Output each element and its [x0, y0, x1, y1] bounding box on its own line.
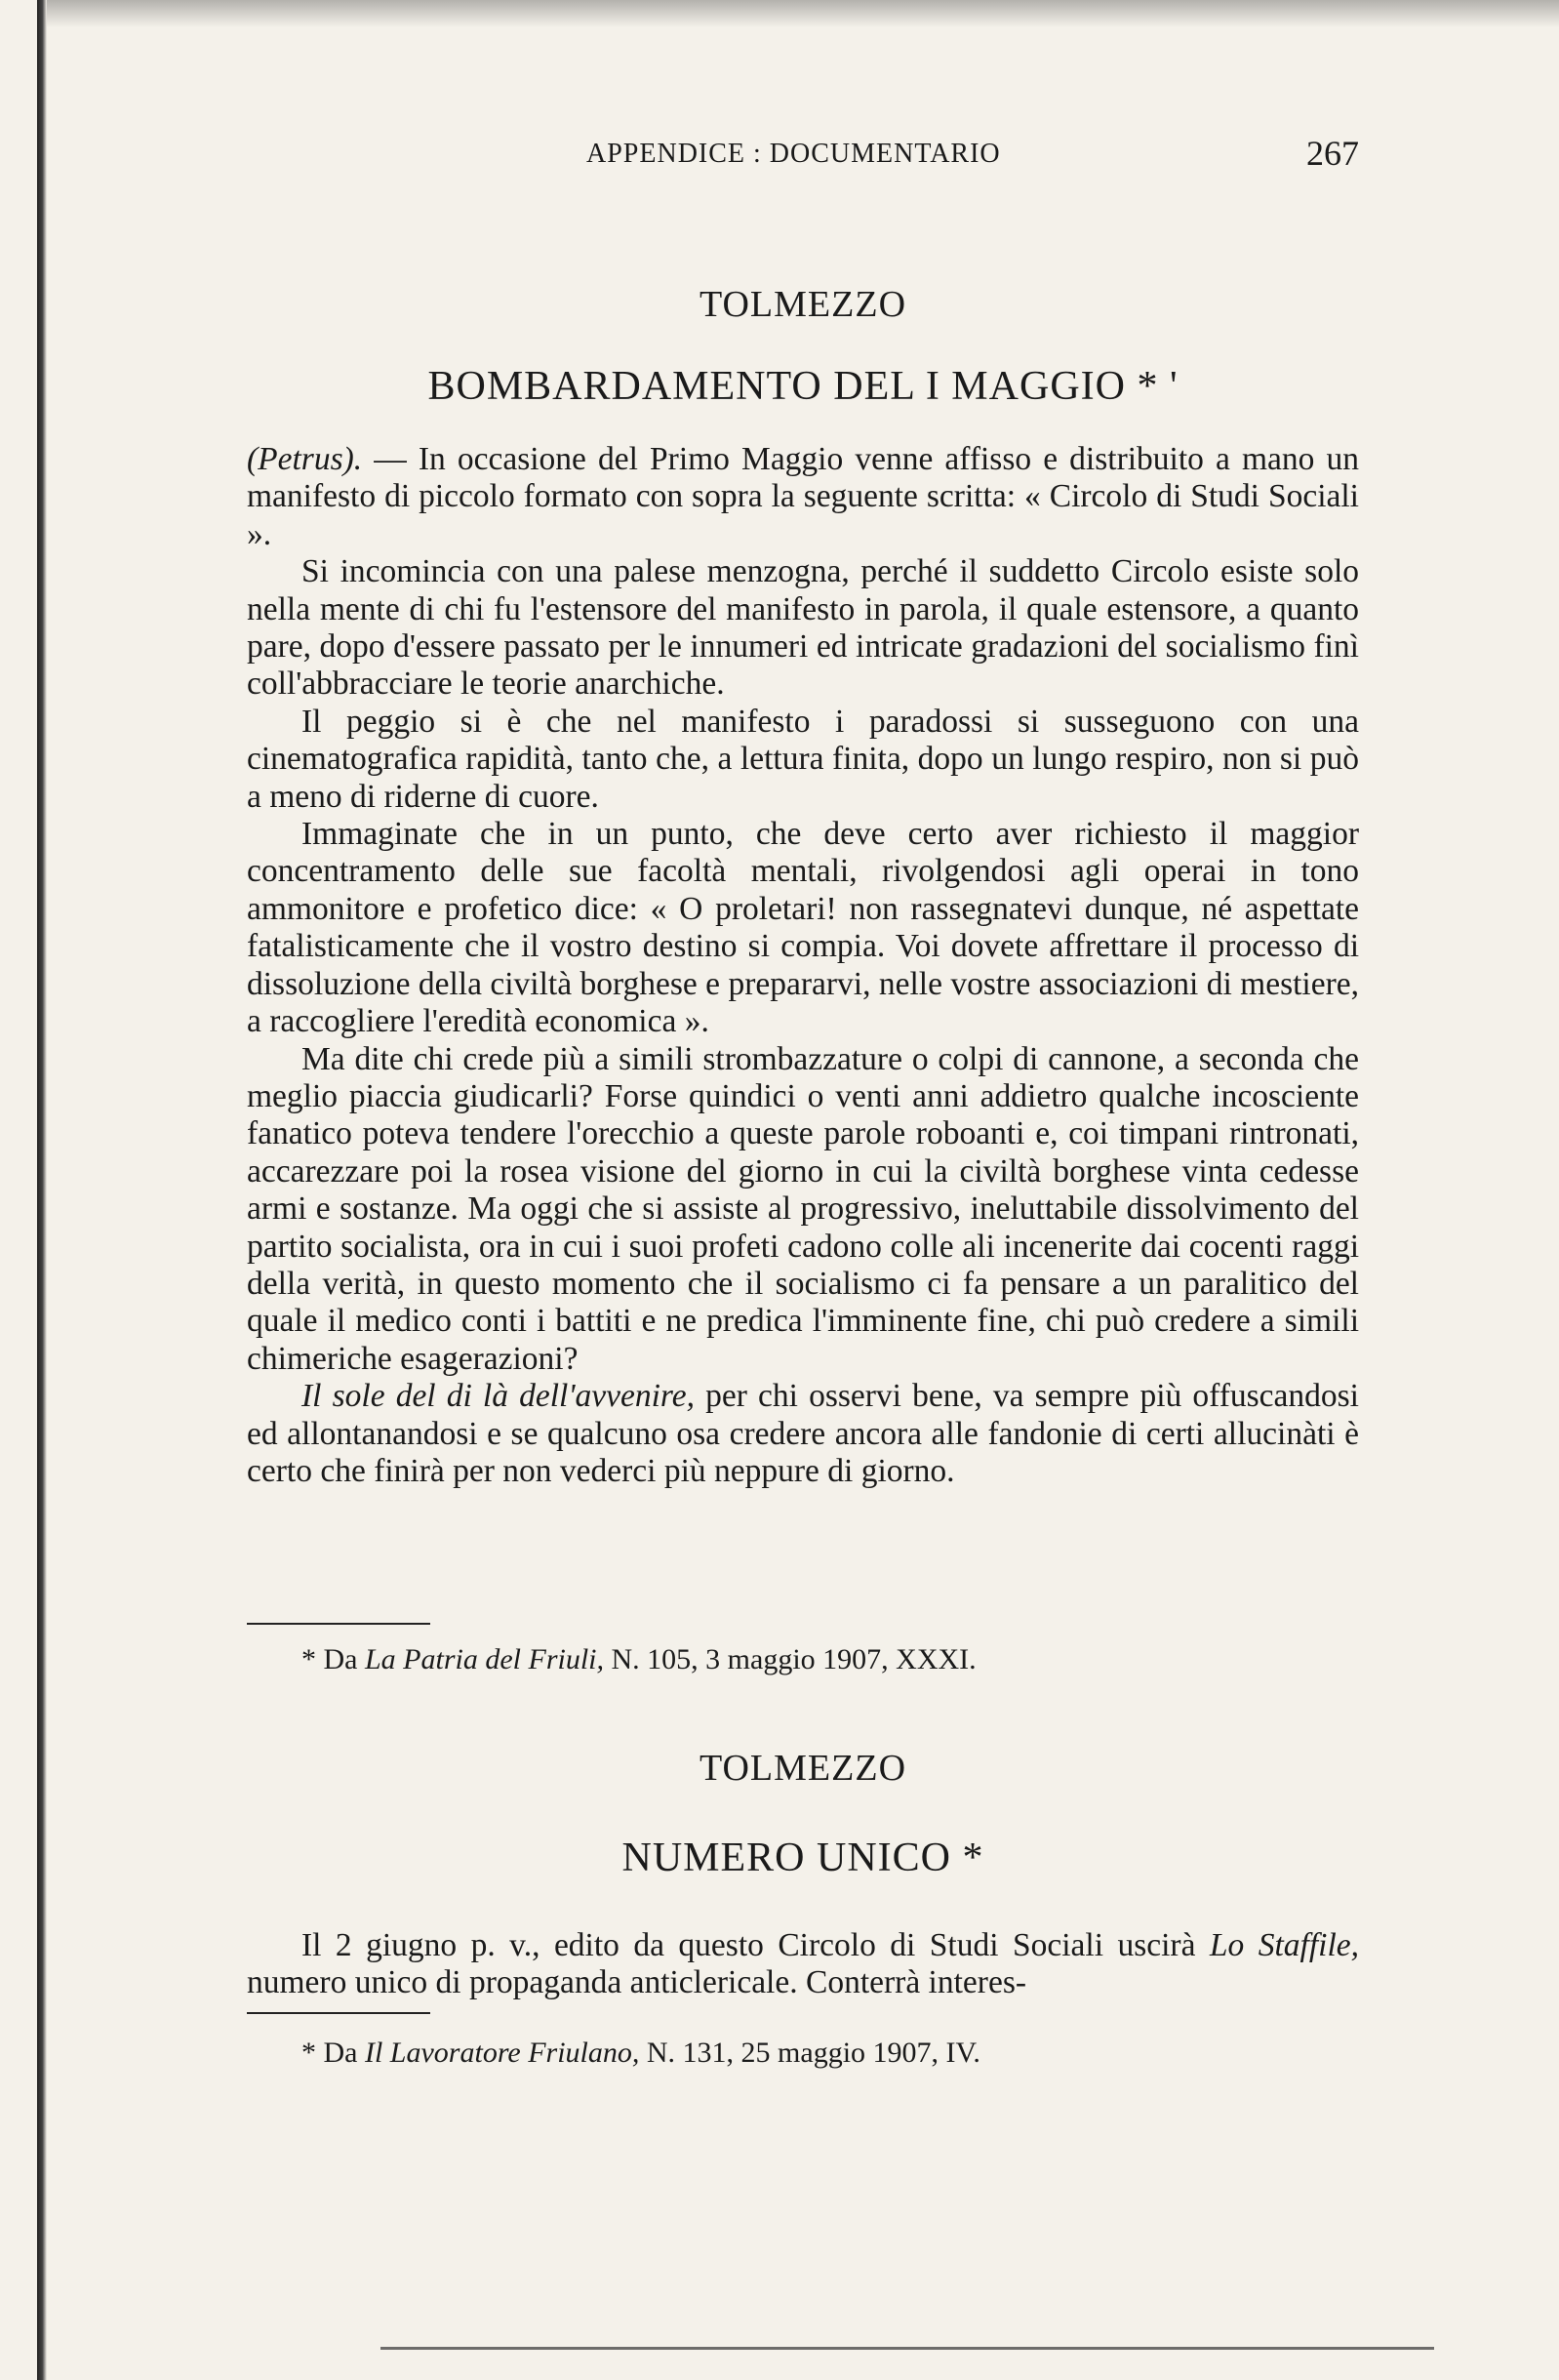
scan-left-edge: [37, 0, 47, 2380]
article2-footnote-source: Il Lavoratore Friulano,: [364, 2037, 640, 2069]
article2-footnote: [301, 2036, 1359, 2071]
article1-paragraph-6: [247, 1378, 1359, 1490]
article2-paragraph-1-text: Il 2 giugno p. v., edito da questo Circolo di Studi Sociali uscirà: [301, 1927, 1210, 1963]
article1-place: TOLMEZZO: [699, 284, 907, 325]
article1-footnote: [301, 1642, 1359, 1677]
article1-title: BOMBARDAMENTO DEL I MAGGIO * ': [427, 364, 1179, 409]
article1-footnote-prefix: * Da: [301, 1643, 365, 1675]
article1-italic-quote: Il sole del di là dell'avvenire,: [301, 1378, 695, 1415]
article2-footnote-details: N. 131, 25 maggio 1907, IV.: [639, 2037, 980, 2069]
article1-footnote-source: La Patria del Friuli,: [364, 1643, 604, 1675]
running-head-title: APPENDICE : DOCUMENTARIO: [586, 139, 1001, 169]
article1-paragraph-5: Ma dite chi crede più a simili strombazzature o colpi di cannone, a seconda che meglio piaccia giudicarli? Forse quindici o venti anni addietro qualche incosciente fanatico poteva tendere l'orecchio a queste parole roboanti e, coi timpani rintronati, accarezzare poi la rosea visione del giorno in cui la civiltà borghese vinta cedesse armi e sostanze. Ma oggi che si assiste al progressivo, ineluttabile dissolvimento del partito socialista, ora in cui i suoi profeti cadono colle ali incenerite dai cocenti raggi della verità, in questo momento che il socialismo ci fa pensare a un paralitico del quale il medico conti i battiti e ne predica l'imminente fine, chi può credere a simili chimeriche esagerazioni?: [247, 1040, 1359, 1377]
article1-paragraph-1: [247, 441, 1359, 553]
article2-italic-title: Lo Staffile,: [1209, 1927, 1359, 1963]
article1-footnote-rule: [247, 1623, 430, 1625]
article2-paragraph-1-end: numero unico di propaganda anticlericale. Conterrà interes-: [247, 1964, 1027, 2001]
article2-footnote-rule: [247, 2012, 430, 2014]
article1-paragraph-3: Il peggio si è che nel manifesto i paradossi si susseguono con una cinematografica rapidità, tanto che, a lettura finita, dopo un lungo respiro, non si può a meno di riderne di cuore.: [247, 703, 1359, 815]
article2-paragraph-1: [247, 1927, 1359, 2002]
running-head: [247, 134, 1359, 178]
scan-top-shadow: [47, 0, 1559, 27]
article2-footnote-prefix: * Da: [301, 2037, 365, 2069]
article1-paragraph-2: Si incomincia con una palese menzogna, perché il suddetto Circolo esiste solo nella mente di chi fu l'estensore del manifesto in parola, il quale estensore, a quanto pare, dopo d'essere passato per le innumeri ed intricate gradazioni del socialismo finì coll'abbracciare le teorie anarchiche.: [247, 553, 1359, 703]
page-number: 267: [1306, 134, 1359, 173]
article1-paragraph-4: Immaginate che in un punto, che deve certo aver richiesto il maggior concentramento delle sue facoltà mentali, rivolgendosi agli operai in tono ammonitore e profetico dice: « O proletari! non rassegnatevi dunque, né aspettate fatalisticamente che il vostro destino si compia. Voi dovete affrettare il processo di dissoluzione della civiltà borghese e prepararvi, nelle vostre associazioni di mestiere, a raccogliere l'eredità economica ».: [247, 816, 1359, 1040]
article1-paragraph-6-text: per chi osservi bene, va sempre più offuscandosi ed allontanandosi e se qualcuno osa credere ancora alle fandonie di certi allucinàti è certo che finirà per non vederci più neppure di giorno.: [247, 1378, 1359, 1489]
scan-bottom-line: [380, 2347, 1434, 2350]
article2-place: TOLMEZZO: [699, 1748, 907, 1789]
article1-author: (Petrus).: [247, 441, 363, 477]
article2-body: [247, 1927, 1359, 2002]
article1-paragraph-1-text: — In occasione del Primo Maggio venne affisso e distribuito a mano un manifesto di piccolo formato con sopra la seguente scritta: « Circolo di Studi Sociali ».: [247, 441, 1359, 552]
article2-title: NUMERO UNICO *: [621, 1835, 984, 1880]
article1-footnote-details: N. 105, 3 maggio 1907, XXXI.: [604, 1643, 977, 1675]
article1-body: [247, 441, 1359, 1490]
